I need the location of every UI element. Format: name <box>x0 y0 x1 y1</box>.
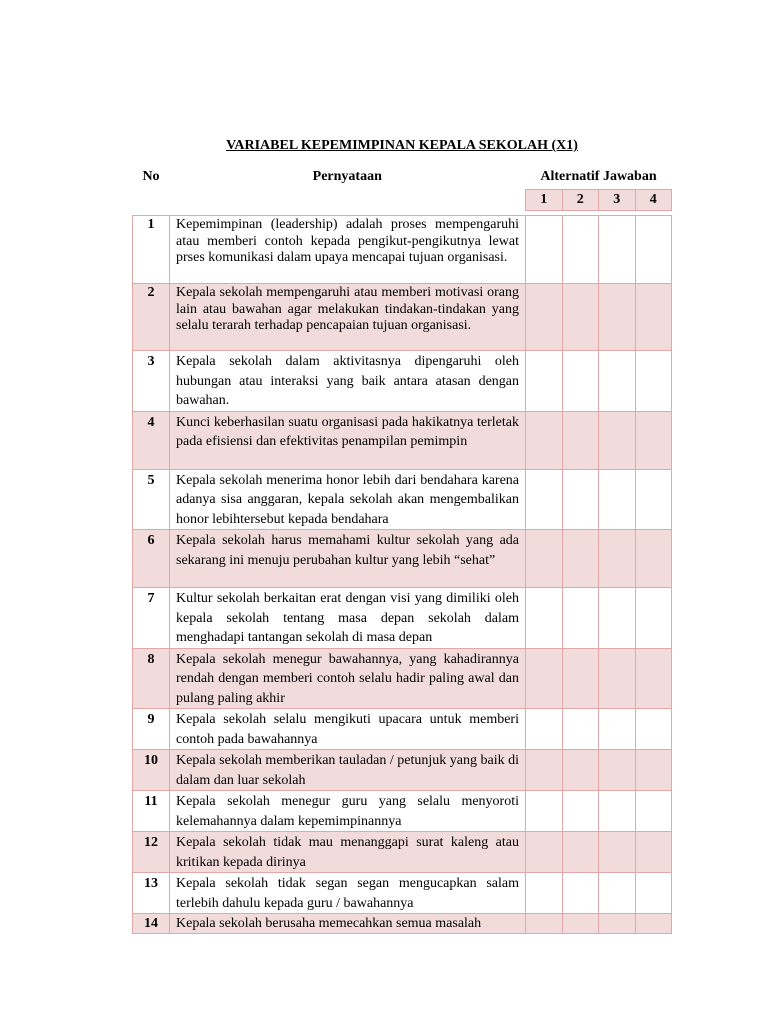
answer-cell-2[interactable] <box>562 284 599 351</box>
answer-cell-1[interactable] <box>526 588 563 649</box>
row-statement: Kepala sekolah harus memahami kultur sekolah yang ada sekarang ini menuju perubahan kultur yang lebih “sehat” <box>170 530 526 588</box>
questionnaire-table <box>132 167 672 934</box>
answer-cell-4[interactable] <box>635 284 672 351</box>
answer-cell-4[interactable] <box>635 530 672 588</box>
answer-cell-3[interactable] <box>599 216 636 284</box>
answer-cell-1[interactable] <box>526 216 563 284</box>
table-row <box>133 750 672 791</box>
answer-option: 4 <box>635 190 672 211</box>
answer-cell-3[interactable] <box>599 750 636 791</box>
row-number: 11 <box>133 791 170 832</box>
answer-cell-3[interactable] <box>599 530 636 588</box>
row-statement: Kepala sekolah berusaha memecahkan semua masalah <box>170 914 526 934</box>
answer-cell-1[interactable] <box>526 411 563 469</box>
answer-cell-4[interactable] <box>635 709 672 750</box>
row-statement: Kepemimpinan (leadership) adalah proses mempengaruhi atau memberi contoh kepada pengikut-pengikutnya lewat prses komunikasi dalam upaya mencapai tujuan organisasi. <box>170 216 526 284</box>
answer-cell-2[interactable] <box>562 914 599 934</box>
answer-cell-2[interactable] <box>562 750 599 791</box>
table-row <box>133 216 672 284</box>
row-statement: Kunci keberhasilan suatu organisasi pada hakikatnya terletak pada efisiensi dan efektivitas penampilan pemimpin <box>170 411 526 469</box>
answer-cell-4[interactable] <box>635 832 672 873</box>
answer-cell-4[interactable] <box>635 750 672 791</box>
answer-cell-3[interactable] <box>599 284 636 351</box>
answer-cell-4[interactable] <box>635 351 672 412</box>
row-number: 14 <box>133 914 170 934</box>
answer-cell-2[interactable] <box>562 351 599 412</box>
row-statement: Kepala sekolah tidak segan segan mengucapkan salam terlebih dahulu kepada guru / bawahannya <box>170 873 526 914</box>
row-number: 10 <box>133 750 170 791</box>
answer-cell-3[interactable] <box>599 588 636 649</box>
row-statement: Kepala sekolah memberikan tauladan / petunjuk yang baik di dalam dan luar sekolah <box>170 750 526 791</box>
answer-cell-3[interactable] <box>599 469 636 530</box>
table-row <box>133 709 672 750</box>
row-number: 6 <box>133 530 170 588</box>
answer-cell-1[interactable] <box>526 469 563 530</box>
answer-cell-1[interactable] <box>526 750 563 791</box>
row-statement: Kepala sekolah dalam aktivitasnya dipengaruhi oleh hubungan atau interaksi yang baik antara atasan dengan bawahan. <box>170 351 526 412</box>
answer-cell-1[interactable] <box>526 284 563 351</box>
answer-cell-3[interactable] <box>599 709 636 750</box>
answer-cell-3[interactable] <box>599 791 636 832</box>
answer-cell-4[interactable] <box>635 411 672 469</box>
table-row <box>133 284 672 351</box>
answer-cell-4[interactable] <box>635 873 672 914</box>
row-statement: Kepala sekolah menegur guru yang selalu menyoroti kelemahannya dalam kepemimpinannya <box>170 791 526 832</box>
row-number: 12 <box>133 832 170 873</box>
answer-option: 2 <box>562 190 599 211</box>
row-number: 5 <box>133 469 170 530</box>
table-row <box>133 873 672 914</box>
row-number: 8 <box>133 648 170 709</box>
row-number: 9 <box>133 709 170 750</box>
answer-cell-1[interactable] <box>526 791 563 832</box>
answer-cell-2[interactable] <box>562 530 599 588</box>
answer-cell-3[interactable] <box>599 914 636 934</box>
row-number: 2 <box>133 284 170 351</box>
header-row <box>133 167 672 190</box>
answer-cell-1[interactable] <box>526 530 563 588</box>
answer-cell-4[interactable] <box>635 914 672 934</box>
table-row <box>133 791 672 832</box>
answer-cell-2[interactable] <box>562 648 599 709</box>
answer-cell-3[interactable] <box>599 411 636 469</box>
answer-cell-2[interactable] <box>562 411 599 469</box>
answer-cell-3[interactable] <box>599 873 636 914</box>
header-answer-alternatives: Alternatif Jawaban <box>526 167 672 190</box>
table-row <box>133 411 672 469</box>
answer-cell-2[interactable] <box>562 588 599 649</box>
answer-cell-3[interactable] <box>599 832 636 873</box>
row-number: 7 <box>133 588 170 649</box>
row-statement: Kepala sekolah selalu mengikuti upacara untuk memberi contoh pada bawahannya <box>170 709 526 750</box>
row-statement: Kepala sekolah mempengaruhi atau memberi motivasi orang lain atau bawahan agar melakukan tindakan-tindakan yang selalu terarah terhadap pencapaian tujuan organisasi. <box>170 284 526 351</box>
answer-cell-1[interactable] <box>526 914 563 934</box>
statement-rows <box>133 216 672 934</box>
answer-cell-2[interactable] <box>562 469 599 530</box>
answer-cell-1[interactable] <box>526 873 563 914</box>
row-statement: Kepala sekolah tidak mau menanggapi surat kaleng atau kritikan kepada dirinya <box>170 832 526 873</box>
table-row <box>133 469 672 530</box>
answer-cell-2[interactable] <box>562 873 599 914</box>
page-title: VARIABEL KEPEMIMPINAN KEPALA SEKOLAH (X1) <box>226 138 578 153</box>
answer-cell-1[interactable] <box>526 648 563 709</box>
answer-cell-1[interactable] <box>526 351 563 412</box>
answer-cell-4[interactable] <box>635 791 672 832</box>
answer-cell-4[interactable] <box>635 648 672 709</box>
table-row <box>133 351 672 412</box>
table-row <box>133 648 672 709</box>
row-statement: Kepala sekolah menerima honor lebih dari bendahara karena adanya sisa anggaran, kepala sekolah akan mengembalikan honor lebihtersebut kepada bendahara <box>170 469 526 530</box>
answer-cell-4[interactable] <box>635 469 672 530</box>
row-statement: Kultur sekolah berkaitan erat dengan visi yang dimiliki oleh kepala sekolah tentang masa depan sekolah dalam menghadapi tantangan sekolah di masa depan <box>170 588 526 649</box>
answer-option: 1 <box>526 190 563 211</box>
answer-cell-1[interactable] <box>526 709 563 750</box>
answer-cell-2[interactable] <box>562 832 599 873</box>
answer-option: 3 <box>599 190 636 211</box>
table-row <box>133 588 672 649</box>
row-number: 13 <box>133 873 170 914</box>
row-number: 4 <box>133 411 170 469</box>
header-statement: Pernyataan <box>312 169 382 184</box>
row-number: 3 <box>133 351 170 412</box>
answer-cell-1[interactable] <box>526 832 563 873</box>
answer-cell-2[interactable] <box>562 709 599 750</box>
answer-cell-2[interactable] <box>562 791 599 832</box>
table-row <box>133 832 672 873</box>
header-no: No <box>142 169 160 184</box>
row-number: 1 <box>133 216 170 284</box>
answer-cell-3[interactable] <box>599 648 636 709</box>
row-statement: Kepala sekolah menegur bawahannya, yang kahadirannya rendah dengan memberi contoh selalu hadir paling awal dan pulang paling akhir <box>170 648 526 709</box>
table-row <box>133 914 672 934</box>
answer-cell-4[interactable] <box>635 216 672 284</box>
table-row <box>133 530 672 588</box>
answer-cell-3[interactable] <box>599 351 636 412</box>
answer-cell-2[interactable] <box>562 216 599 284</box>
answer-cell-4[interactable] <box>635 588 672 649</box>
